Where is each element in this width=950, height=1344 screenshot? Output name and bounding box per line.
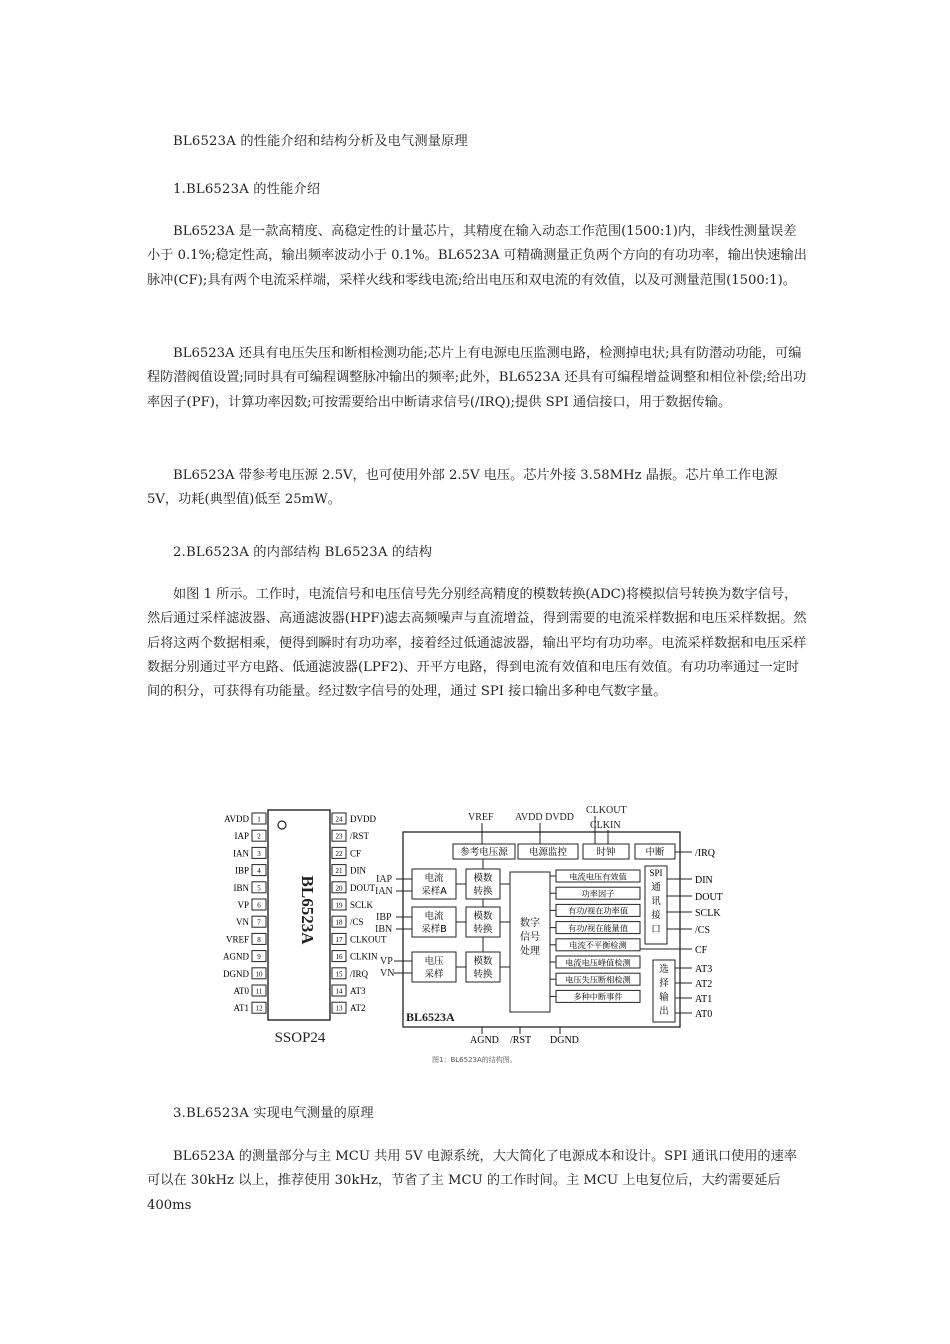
ibn-label: IBN: [375, 924, 393, 935]
sample-b-line1: 电流: [424, 911, 444, 922]
out-irq-label: /IRQ: [695, 848, 715, 859]
package-name-label: SSOP24: [274, 1030, 326, 1046]
right-pin-number: 13: [335, 1004, 343, 1013]
clkout-label: CLKOUT: [586, 805, 627, 816]
package-chip-label: BL6523A: [298, 875, 317, 945]
adc-b-line2: 转换: [473, 924, 493, 935]
out-cf-label: CF: [695, 945, 708, 956]
out-at0-label: AT0: [695, 1009, 713, 1020]
vref-label: VREF: [468, 812, 494, 823]
right-pin-name: /IRQ: [350, 968, 368, 979]
right-pin-name: CLKIN: [350, 951, 378, 962]
adc-v-line2: 转换: [473, 969, 493, 980]
left-pin-name: VREF: [225, 934, 249, 945]
left-pin-name: IBP: [234, 865, 249, 876]
right-pin-name: /CS: [350, 917, 364, 928]
sample-to-adc-wires: [456, 884, 466, 967]
left-pin-name: AT1: [233, 1003, 249, 1014]
out-at3-label: AT3: [695, 964, 713, 975]
output-function-label: 功率因子: [581, 888, 615, 899]
power-monitor-label: 电源监控: [528, 847, 568, 858]
out-at1-label: AT1: [695, 994, 713, 1005]
left-pin-name: DGND: [223, 968, 249, 979]
section-3-paragraph-1: [147, 1145, 807, 1218]
rst-label: /RST: [510, 1035, 532, 1046]
dgnd-label: DGND: [550, 1035, 579, 1046]
sample-v-line2: 采样: [424, 969, 444, 980]
package-diagram: [223, 810, 387, 1046]
adc-v-line1: 模数: [473, 956, 493, 967]
adc-b-line1: 模数: [473, 911, 493, 922]
spi-line5: 口: [651, 924, 661, 935]
right-pin-name: /RST: [350, 831, 370, 842]
out-dout-label: DOUT: [695, 892, 723, 903]
left-pin-name: AGND: [223, 951, 249, 962]
dsp-line3: 处理: [520, 946, 540, 957]
left-pin-name: VP: [237, 900, 249, 910]
right-pin-number: 16: [335, 953, 343, 962]
output-function-list: [556, 870, 640, 1002]
left-pin-number: 10: [255, 970, 263, 979]
section-1-paragraph-2: [147, 342, 807, 415]
right-pin-name: DOUT: [350, 882, 375, 893]
left-pin-number: 6: [257, 901, 261, 910]
dsp-output-wires: [550, 876, 556, 996]
left-pin-number: 4: [257, 867, 261, 876]
left-pin-number: 2: [257, 832, 261, 841]
left-pin-name: AT0: [233, 986, 249, 996]
vp-label: VP: [380, 956, 393, 967]
left-pin-number: 9: [257, 953, 261, 962]
out-cs-label: /CS: [695, 925, 711, 936]
output-function-label: 电流电压峰值检测: [565, 957, 631, 968]
right-pin-number: 15: [335, 970, 343, 979]
clock-label: 时钟: [596, 847, 616, 858]
sample-b-line2: 采样B: [421, 924, 447, 935]
select-line1: 选: [659, 964, 669, 975]
spi-line2: 通: [651, 882, 661, 893]
out-at2-label: AT2: [695, 979, 713, 990]
select-line4: 出: [659, 1006, 669, 1017]
out-sclk-label: SCLK: [695, 908, 721, 919]
out-din-label: DIN: [695, 875, 713, 886]
output-function-label: 电流不平衡检测: [569, 940, 627, 951]
right-pin-name: DVDD: [350, 814, 376, 824]
output-function-label: 多种中断事件: [573, 991, 623, 1002]
left-pin-number: 5: [257, 884, 261, 893]
right-pin-name: CLKOUT: [350, 934, 387, 945]
section-1-heading: 1.BL6523A 的性能介绍: [173, 182, 321, 197]
right-pin-name: SCLK: [350, 900, 374, 910]
left-pin-number: 12: [255, 1004, 263, 1013]
adc-a-line2: 转换: [473, 886, 493, 897]
bottom-wires: [482, 1027, 560, 1034]
adc-to-dsp-wires: [500, 884, 510, 967]
ref-voltage-label: 参考电压源: [460, 847, 508, 858]
right-pin-number: 20: [335, 884, 343, 893]
select-line3: 输: [659, 992, 669, 1003]
avdd-dvdd-label: AVDD DVDD: [515, 812, 574, 823]
right-pin-name: CF: [350, 848, 362, 859]
paragraph-text: BL6523A 的测量部分与主 MCU 共用 5V 电源系统，大大简化了电源成本和设计。SPI 通讯口使用的速率可以在 30kHz 以上，推荐使用 30kHz，节省了主 MCU 的工作时间。主 MCU 上电复位后，大约需要延后 400ms: [147, 1149, 797, 1213]
left-pin-number: 3: [257, 849, 261, 858]
paragraph-text: BL6523A 还具有电压失压和断相检测功能;芯片上有电源电压监测电路，检测掉电状;具有防潜动功能，可编程防潜阀值设置;同时具有可编程调整脉冲输出的频率;此外，BL6523A 还具有可编程增益调整和相位补偿;给出功率因子(PF)，计算功率因数;可按需要给出中断请求信号(/IRQ);提供 SPI 通信接口，用于数据传输。: [147, 346, 807, 410]
dsp-line2: 信号: [520, 932, 540, 943]
spi-line3: 讯: [651, 896, 661, 907]
right-pin-number: 18: [335, 918, 343, 927]
right-pin-number: 17: [335, 935, 343, 944]
section-1-paragraph-3: [147, 464, 807, 513]
left-pin-number: 1: [257, 815, 261, 824]
right-pin-name: DIN: [350, 865, 366, 876]
section-2-paragraph-1: [147, 583, 807, 704]
doc-title: BL6523A 的性能介绍和结构分析及电气测量原理: [173, 134, 468, 149]
select-line2: 择: [659, 978, 669, 989]
spi-line4: 接: [651, 910, 661, 921]
section-1-paragraph-1: [147, 220, 807, 293]
right-pin-number: 21: [335, 867, 343, 876]
iap-label: IAP: [376, 874, 393, 885]
output-function-label: 有功/视在能量值: [567, 922, 629, 933]
left-pin-number: 11: [255, 987, 263, 996]
paragraph-text: BL6523A 是一款高精度、高稳定性的计量芯片，其精度在输入动态工作范围(1500:1)内，非线性测量误差小于 0.1%;稳定性高，输出频率波动小于 0.1%。BL6523A 可精确测量正负两个方向的有功功率，输出快速输出脉冲(CF);具有两个电流采样端，采样火线和零线电流;给出电压和双电流的有效值，以及可测量范围(1500:1)。: [147, 224, 807, 288]
left-pin-name: IAN: [233, 848, 249, 859]
vn-label: VN: [380, 968, 395, 979]
right-pin-name: AT3: [350, 986, 366, 996]
clkin-label: CLKIN: [590, 820, 621, 831]
interrupt-label: 中断: [645, 847, 665, 858]
spi-line1: SPI: [649, 868, 663, 878]
right-pin-number: 19: [335, 901, 343, 910]
sample-v-line1: 电压: [424, 956, 444, 967]
right-pin-number: 14: [335, 987, 343, 996]
right-pin-number: 23: [335, 832, 343, 841]
paragraph-text: 如图 1 所示。工作时，电流信号和电压信号先分别经高精度的模数转换(ADC)将模拟信号转换为数字信号，然后通过采样滤波器、高通滤波器(HPF)滤去高频噪声与直流增益，得到需要的电流采样数据和电压采样数据。然后将这两个数据相乘，便得到瞬时有功功率，接着经过低通滤波器，输出平均有功功率。电流采样数据和电压采样数据分别通过平方电路、低通滤波器(LPF2)、开平方电路，得到电流有效值和电压有效值。有功功率通过一定时间的积分，可获得有功能量。经过数字信号的处理，通过 SPI 接口输出多种电气数字量。: [147, 587, 807, 700]
adc-a-line1: 模数: [473, 873, 493, 884]
left-pin-name: IAP: [234, 831, 249, 842]
left-pin-name: AVDD: [224, 814, 249, 824]
chip-name-label: BL6523A: [406, 1010, 455, 1024]
output-function-label: 电流电压有效值: [569, 871, 627, 882]
left-pin-number: 7: [257, 918, 261, 927]
sample-a-line1: 电流: [424, 873, 444, 884]
right-pin-number: 24: [335, 815, 343, 824]
ibp-label: IBP: [376, 912, 392, 923]
left-pin-group: [223, 813, 266, 1013]
right-pin-number: 22: [335, 849, 343, 858]
ian-label: IAN: [375, 886, 393, 897]
dsp-line1: 数字: [520, 918, 540, 929]
right-pin-name: AT2: [350, 1003, 366, 1014]
agnd-label: AGND: [470, 1035, 499, 1046]
left-pin-name: VN: [236, 917, 249, 928]
block-diagram-figure: [220, 800, 730, 1075]
section-2-heading: 2.BL6523A 的内部结构 BL6523A 的结构: [173, 545, 433, 560]
figure-caption: 图1：BL6523A的结构图。: [432, 1056, 517, 1064]
paragraph-text: BL6523A 带参考电压源 2.5V，也可使用外部 2.5V 电压。芯片外接 3.58MHz 晶振。芯片单工作电源 5V，功耗(典型值)低至 25mW。: [147, 468, 778, 508]
left-pin-number: 8: [257, 935, 261, 944]
output-function-label: 有功/视在功率值: [567, 905, 629, 916]
function-block-diagram: [375, 805, 723, 1064]
section-3-heading: 3.BL6523A 实现电气测量的原理: [173, 1106, 374, 1121]
left-pin-name: IBN: [233, 882, 249, 893]
sample-a-line2: 采样A: [421, 886, 447, 897]
output-function-label: 电压失压断相检测: [565, 974, 631, 985]
